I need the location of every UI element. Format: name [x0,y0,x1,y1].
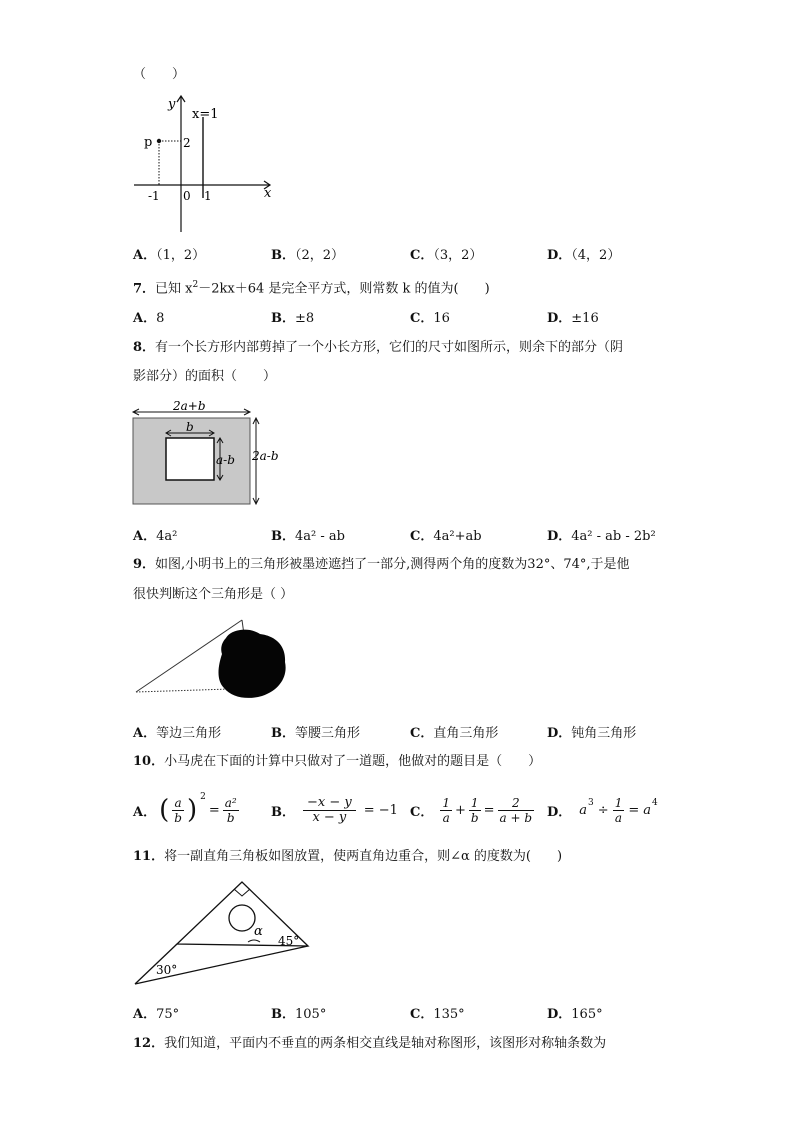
p-label: p [144,135,153,150]
equals: = [208,802,220,818]
frac-1-over-a: $\frac{1}{a}$ [442,795,450,825]
paren-open: ( [159,795,170,825]
q11-option-c[interactable]: C．135° [410,1007,465,1022]
q10-options [133,788,693,832]
q7-options [133,307,693,327]
frac-2-over-a-plus-b: $\frac{2}{a + b}$ [499,795,533,825]
alpha-arc [248,940,260,942]
q6-options [133,244,693,264]
option-label: D． [547,804,572,820]
q11-option-d[interactable]: D．165° [547,1007,603,1022]
q6-option-d[interactable]: D．（4，2） [547,248,621,263]
angle-45-label: 45° [278,934,300,948]
q7-option-d[interactable]: D．±16 [547,311,599,326]
exponent-3: 3 [588,798,594,808]
q11-option-b[interactable]: B．105° [271,1007,327,1022]
q10-option-b[interactable] [271,788,398,832]
ink-blot [219,630,286,698]
q8-option-a[interactable]: A．4a² [133,529,178,544]
q10-option-a[interactable] [133,788,239,832]
q11-option-a[interactable]: A．75° [133,1007,180,1022]
label-a-minus-b: a-b [216,453,235,467]
frac-1-over-a: $\frac{1}{a}$ [614,795,623,825]
q9-option-a[interactable]: A．等边三角形 [133,726,222,741]
q10-stem: 10．小马虎在下面的计算中只做对了一道题，他做对的题目是（ ） [133,754,542,769]
q7-option-c[interactable]: C．16 [410,311,450,326]
q6-option-b[interactable]: B．（2，2） [271,248,345,263]
option-label: C． [410,804,434,820]
q11-options [133,1003,693,1023]
option-label: A． [133,804,157,820]
q9-options [133,722,693,742]
q10-option-c[interactable] [410,788,534,832]
q9-stem-line1: 9．如图,小明书上的三角形被墨迹遮挡了一部分,测得两个角的度数为32°、74°,于是他 [133,557,630,572]
q8-option-d[interactable]: D．4a² - ab - 2b² [547,529,656,544]
q8-option-b[interactable]: B．4a² - ab [271,529,345,544]
q6-stem-tail: （ ） [133,67,186,82]
line-label: x=1 [192,107,219,122]
exponent: 2 [200,792,206,802]
label-2a-plus-b: 2a+b [173,399,206,413]
q9-option-d[interactable]: D．钝角三角形 [547,726,637,741]
q8-rectangle-figure [128,398,288,510]
q6-coordinate-graph [128,92,278,234]
frac-1-over-b: $\frac{1}{b}$ [470,795,479,825]
q10-option-d[interactable] [547,788,658,832]
right-angle-mark [234,889,250,896]
tick-1: 1 [204,189,212,203]
inner-rectangle [166,438,214,480]
label-2a-minus-b: 2a-b [252,449,279,463]
paren-close: ) [186,795,198,825]
circle-hole [229,905,255,931]
q8-option-c[interactable]: C．4a²+ab [410,529,482,544]
q9-option-c[interactable]: C．直角三角形 [410,726,499,741]
triangle-lower-side [136,689,230,692]
base-a: a [579,802,588,818]
frac-a2-over-b: $\frac{\text{a²}}{b}$ [224,795,237,825]
q6-option-a[interactable]: A．（1，2） [133,248,206,263]
q9-triangle-ink-figure [130,610,292,708]
q9-stem-line2: 很快判断这个三角形是（ ） [133,587,294,602]
y-label: y [168,97,176,112]
q8-options [133,525,693,545]
q7-option-a[interactable]: A．8 [133,311,165,326]
tick-neg1: -1 [148,189,160,203]
q7-option-b[interactable]: B．±8 [271,311,315,326]
alpha-label: α [254,924,263,939]
q7-stem: 7．已知 $x^2-2kx+64$ 是完全平方式，则常数 k 的值为( ) [133,280,490,297]
rhs: = −1 [363,802,398,818]
option-label: B． [271,804,295,820]
plus: + [455,802,466,818]
equals: = [483,802,495,818]
point-p [157,139,161,143]
tick-2: 2 [183,136,191,150]
frac-a-over-b: $\frac{a}{b}$ [174,795,182,825]
q6-option-c[interactable]: C．（3，2） [410,248,483,263]
x-label: x [264,186,272,201]
q8-stem-line2: 影部分）的面积（ ） [133,369,277,384]
q9-option-b[interactable]: B．等腰三角形 [271,726,361,741]
result-base: a [643,802,651,818]
frac-neg-x-minus-y: $\frac{-x - y}{x - y}$ [303,796,356,825]
q11-set-squares-figure [130,878,315,990]
label-b: b [186,420,194,434]
divide: ÷ [597,802,609,818]
q8-stem-line1: 8．有一个长方形内部剪掉了一个小长方形，它们的尺寸如图所示，则余下的部分（阴 [133,340,624,355]
angle-30-label: 30° [156,963,178,977]
exponent-4: 4 [652,798,658,808]
q11-stem: 11．将一副直角三角板如图放置，使两直角边重合，则∠α 的度数为( ) [133,849,563,864]
q12-stem: 12．我们知道，平面内不垂直的两条相交直线是轴对称图形，该图形对称轴条数为 [133,1036,607,1051]
origin-0: 0 [183,189,191,203]
equals: = [628,802,640,818]
